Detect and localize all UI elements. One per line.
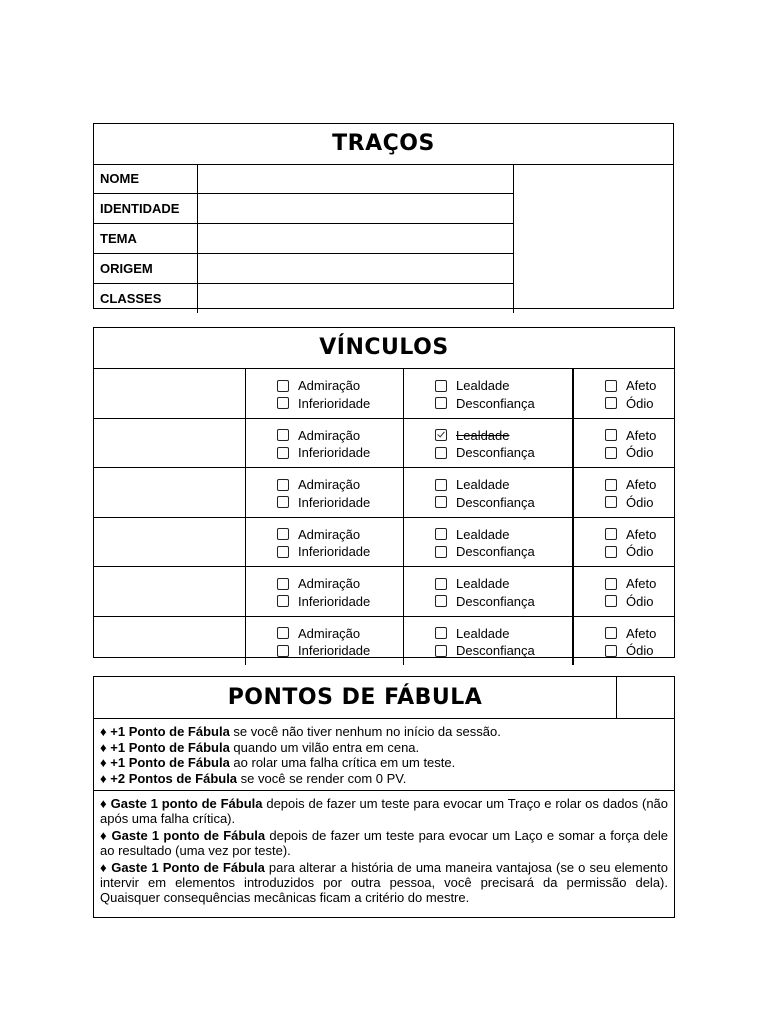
option-label: Inferioridade <box>298 445 371 461</box>
tracos-fields <box>94 164 514 313</box>
checkbox-inferioridade[interactable] <box>277 397 289 409</box>
checkbox-admiracao[interactable] <box>277 429 289 441</box>
field-label: CLASSES <box>94 284 198 313</box>
bullet: ♦ <box>100 724 107 739</box>
checkbox-afeto[interactable] <box>605 479 617 491</box>
field-row-classes <box>94 284 514 313</box>
option-desconfianca[interactable] <box>435 642 572 660</box>
spend-rule <box>100 860 668 905</box>
option-inferioridade[interactable] <box>277 593 403 611</box>
option-label: Admiração <box>298 477 361 493</box>
checkbox-desconfianca[interactable] <box>435 496 447 508</box>
vinculo-option-group <box>574 567 674 616</box>
option-odio[interactable] <box>605 642 674 660</box>
checkbox-desconfianca[interactable] <box>435 645 447 657</box>
vinculo-option-group <box>574 518 674 567</box>
option-label: Afeto <box>626 625 657 641</box>
vinculo-name-field[interactable] <box>94 369 246 418</box>
option-afeto[interactable] <box>605 476 674 494</box>
option-label: Inferioridade <box>298 593 371 609</box>
checkbox-admiracao[interactable] <box>277 578 289 590</box>
spend-rule <box>100 796 668 826</box>
vinculos-panel <box>93 327 675 658</box>
checkbox-admiracao[interactable] <box>277 528 289 540</box>
checkbox-lealdade[interactable] <box>435 429 447 441</box>
option-label: Inferioridade <box>298 494 371 510</box>
vinculo-option-group <box>246 518 404 567</box>
vinculo-name-field[interactable] <box>94 419 246 468</box>
checkbox-inferioridade[interactable] <box>277 546 289 558</box>
vinculo-option-group <box>246 369 404 418</box>
option-label: Lealdade <box>456 378 510 394</box>
checkbox-odio[interactable] <box>605 645 617 657</box>
option-label: Lealdade <box>456 526 510 542</box>
vinculo-option-group <box>404 518 574 567</box>
checkbox-odio[interactable] <box>605 546 617 558</box>
gain-rules <box>94 719 674 791</box>
vinculo-option-group <box>404 567 574 616</box>
rule-text: para alterar a história de uma maneira vantajosa (se o seu elemento intervir em elementos introduzidos por outra pessoa, você precisará da permissão dela). Quaisquer consequências mecânicas ficam a critério do mestre. <box>100 860 668 905</box>
rule-amount: +1 Ponto de Fábula <box>110 755 230 770</box>
option-odio[interactable] <box>605 543 674 561</box>
option-admiracao[interactable] <box>277 427 403 445</box>
vinculo-name-field[interactable] <box>94 468 246 517</box>
option-odio[interactable] <box>605 395 674 413</box>
option-label: Ódio <box>626 544 654 560</box>
field-row-tema <box>94 224 514 254</box>
vinculo-option-group <box>404 617 574 666</box>
option-inferioridade[interactable] <box>277 494 403 512</box>
vinculo-option-group <box>404 369 574 418</box>
spend-rules <box>94 791 674 905</box>
vinculo-option-group <box>574 617 674 666</box>
checkbox-inferioridade[interactable] <box>277 645 289 657</box>
option-label: Afeto <box>626 378 657 394</box>
vinculo-option-group <box>404 419 574 468</box>
field-row-nome <box>94 164 514 194</box>
checkbox-afeto[interactable] <box>605 627 617 639</box>
vinculo-option-group <box>574 419 674 468</box>
bullet: ♦ <box>100 770 107 786</box>
option-label: Ódio <box>626 494 654 510</box>
vinculos-rows <box>94 369 674 665</box>
option-label: Afeto <box>626 477 657 493</box>
gain-rule <box>100 724 668 740</box>
tracos-title: TRAÇOS <box>94 124 673 165</box>
option-label: Ódio <box>626 643 654 659</box>
rule-action: Gaste 1 ponto de Fábula <box>107 828 266 843</box>
origem-field[interactable] <box>198 254 514 283</box>
field-label: NOME <box>94 164 198 193</box>
vinculo-name-field[interactable] <box>94 617 246 666</box>
checkbox-admiracao[interactable] <box>277 380 289 392</box>
checkbox-desconfianca[interactable] <box>435 447 447 459</box>
vinculo-option-group <box>404 468 574 517</box>
option-label: Afeto <box>626 526 657 542</box>
bullet: ♦ <box>100 739 107 755</box>
vinculo-row <box>94 369 674 419</box>
gain-rule <box>100 771 668 787</box>
option-label: Admiração <box>298 378 361 394</box>
option-admiracao[interactable] <box>277 575 403 593</box>
option-label: Lealdade <box>456 477 510 493</box>
option-desconfianca[interactable] <box>435 593 572 611</box>
checkbox-lealdade[interactable] <box>435 479 447 491</box>
checkbox-admiracao[interactable] <box>277 627 289 639</box>
spend-rule <box>100 828 668 858</box>
classes-field[interactable] <box>198 284 514 313</box>
option-label: Admiração <box>298 427 361 443</box>
option-label: Lealdade <box>456 576 510 592</box>
bullet: ♦ <box>100 828 108 843</box>
option-label: Inferioridade <box>298 395 371 411</box>
vinculos-title: VÍNCULOS <box>94 328 674 369</box>
vinculo-row <box>94 567 674 617</box>
identidade-field[interactable] <box>198 194 514 223</box>
option-afeto[interactable] <box>605 575 674 593</box>
option-desconfianca[interactable] <box>435 395 572 413</box>
checkbox-odio[interactable] <box>605 447 617 459</box>
checkbox-afeto[interactable] <box>605 380 617 392</box>
option-label: Admiração <box>298 526 361 542</box>
checkbox-odio[interactable] <box>605 496 617 508</box>
option-inferioridade[interactable] <box>277 444 403 462</box>
option-label: Desconfiança <box>456 643 535 659</box>
option-label: Inferioridade <box>298 544 371 560</box>
pontos-panel <box>93 676 675 918</box>
rule-amount: +1 Ponto de Fábula <box>110 739 230 755</box>
option-desconfianca[interactable] <box>435 543 572 561</box>
checkbox-afeto[interactable] <box>605 578 617 590</box>
vinculo-option-group <box>246 567 404 616</box>
option-lealdade[interactable] <box>435 526 572 544</box>
checkbox-lealdade[interactable] <box>435 578 447 590</box>
rule-amount: +1 Ponto de Fábula <box>110 724 230 739</box>
rule-text: depois de fazer um teste para evocar um Laço e somar a força dele ao resultado (uma vez por teste). <box>100 828 668 858</box>
option-inferioridade[interactable] <box>277 642 403 660</box>
option-afeto[interactable] <box>605 526 674 544</box>
rule-action: Gaste 1 Ponto de Fábula <box>107 860 265 875</box>
bullet: ♦ <box>100 755 107 770</box>
checkbox-inferioridade[interactable] <box>277 595 289 607</box>
checkbox-afeto[interactable] <box>605 528 617 540</box>
checkbox-odio[interactable] <box>605 595 617 607</box>
vinculo-name-field[interactable] <box>94 567 246 616</box>
field-row-origem <box>94 254 514 284</box>
option-admiracao[interactable] <box>277 476 403 494</box>
nome-field[interactable] <box>198 164 514 193</box>
option-odio[interactable] <box>605 444 674 462</box>
bullet: ♦ <box>100 796 107 811</box>
option-label: Lealdade <box>456 427 510 443</box>
pontos-title: PONTOS DE FÁBULA <box>94 677 617 718</box>
option-label: Lealdade <box>456 625 510 641</box>
vinculo-row <box>94 617 674 666</box>
vinculo-option-group <box>246 617 404 666</box>
option-afeto[interactable] <box>605 625 674 643</box>
vinculo-option-group <box>574 468 674 517</box>
vinculo-option-group <box>574 369 674 418</box>
checkbox-odio[interactable] <box>605 397 617 409</box>
field-row-identidade <box>94 194 514 224</box>
vinculo-option-group <box>246 468 404 517</box>
option-lealdade[interactable] <box>435 427 572 445</box>
rule-action: Gaste 1 ponto de Fábula <box>106 796 263 811</box>
rule-amount: +2 Pontos de Fábula <box>110 770 238 786</box>
option-odio[interactable] <box>605 494 674 512</box>
option-lealdade[interactable] <box>435 476 572 494</box>
option-label: Ódio <box>626 395 654 411</box>
vinculo-row <box>94 419 674 469</box>
option-admiracao[interactable] <box>277 377 403 395</box>
option-afeto[interactable] <box>605 427 674 445</box>
option-label: Ódio <box>626 593 654 609</box>
checkbox-desconfianca[interactable] <box>435 397 447 409</box>
option-label: Desconfiança <box>456 445 535 461</box>
option-label: Inferioridade <box>298 643 371 659</box>
field-label: TEMA <box>94 224 198 253</box>
pontos-header <box>94 677 674 719</box>
option-inferioridade[interactable] <box>277 395 403 413</box>
option-admiracao[interactable] <box>277 526 403 544</box>
bullet: ♦ <box>100 860 108 875</box>
tema-field[interactable] <box>198 224 514 253</box>
vinculo-row <box>94 518 674 568</box>
checkbox-desconfianca[interactable] <box>435 546 447 558</box>
field-label: ORIGEM <box>94 254 198 283</box>
option-admiracao[interactable] <box>277 625 403 643</box>
option-label: Desconfiança <box>456 593 535 609</box>
option-inferioridade[interactable] <box>277 543 403 561</box>
tracos-panel <box>93 123 674 309</box>
option-lealdade[interactable] <box>435 377 572 395</box>
rule-text: ao rolar uma falha crítica em um teste. <box>229 755 456 770</box>
option-afeto[interactable] <box>605 377 674 395</box>
option-label: Afeto <box>626 427 657 443</box>
option-label: Admiração <box>298 576 361 592</box>
gain-rule <box>100 755 668 771</box>
option-label: Ódio <box>626 445 654 461</box>
checkbox-afeto[interactable] <box>605 429 617 441</box>
checkbox-lealdade[interactable] <box>435 380 447 392</box>
rule-text: se você não tiver nenhum no início da sessão. <box>229 724 501 739</box>
vinculo-row <box>94 468 674 518</box>
vinculo-name-field[interactable] <box>94 518 246 567</box>
pontos-counter-field[interactable] <box>617 677 674 718</box>
field-label: IDENTIDADE <box>94 194 198 223</box>
option-label: Admiração <box>298 625 361 641</box>
rule-text: se você se render com 0 PV. <box>237 770 407 786</box>
option-label: Afeto <box>626 576 657 592</box>
checkbox-desconfianca[interactable] <box>435 595 447 607</box>
option-odio[interactable] <box>605 593 674 611</box>
vinculo-option-group <box>246 419 404 468</box>
option-lealdade[interactable] <box>435 575 572 593</box>
option-lealdade[interactable] <box>435 625 572 643</box>
option-desconfianca[interactable] <box>435 494 572 512</box>
option-label: Desconfiança <box>456 395 535 411</box>
checkbox-lealdade[interactable] <box>435 627 447 639</box>
checkbox-admiracao[interactable] <box>277 479 289 491</box>
checkbox-inferioridade[interactable] <box>277 496 289 508</box>
checkbox-lealdade[interactable] <box>435 528 447 540</box>
option-label: Desconfiança <box>456 494 535 510</box>
option-desconfianca[interactable] <box>435 444 572 462</box>
rule-text: depois de fazer um teste para evocar um Traço e rolar os dados (não após uma falha crítica). <box>100 796 669 826</box>
gain-rule <box>100 740 668 756</box>
option-label: Desconfiança <box>456 544 535 560</box>
rule-text: quando um vilão entra em cena. <box>229 739 420 755</box>
checkbox-inferioridade[interactable] <box>277 447 289 459</box>
